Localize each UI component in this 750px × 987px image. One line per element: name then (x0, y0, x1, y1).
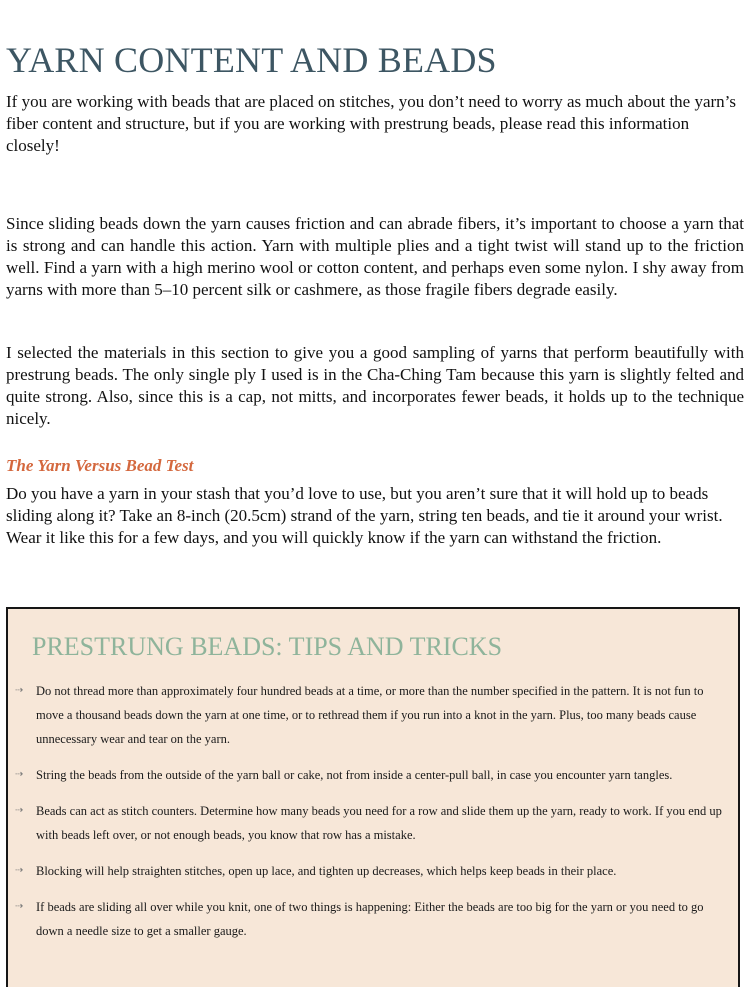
tip-item (12, 859, 732, 883)
tip-item (12, 895, 732, 943)
arrow-bullet-icon: ⇢ (15, 685, 24, 696)
tip-text: Beads can act as stitch counters. Determine how many beads you need for a row and slide them up the yarn, ready to work. If you end up with beads left over, or not enough beads, you know that row has a mistake. (36, 804, 722, 842)
tip-item (12, 763, 732, 787)
arrow-bullet-icon: ⇢ (15, 805, 24, 816)
yarn-bead-test-paragraph: Do you have a yarn in your stash that you’d love to use, but you aren’t sure that it will hold up to beads sliding along it? Take an 8-inch (20.5cm) strand of the yarn, string ten beads, and tie it around your wrist. Wear it like this for a few days, and you will quickly know if the yarn can withstand the friction. (6, 484, 723, 547)
tip-text: String the beads from the outside of the yarn ball or cake, not from inside a center-pull ball, in case you encounter yarn tangles. (36, 768, 673, 782)
materials-paragraph: I selected the materials in this section to give you a good sampling of yarns that perform beautifully with prestrung beads. The only single ply I used is in the Cha-Ching Tam because this yarn is slightly felted and quite strong. Also, since this is a cap, not mitts, and incorporates fewer beads, it holds up to the technique nicely. (6, 343, 744, 428)
tip-item (12, 799, 732, 847)
tip-text: Do not thread more than approximately four hundred beads at a time, or more than the number specified in the pattern. It is not fun to move a thousand beads down the yarn at one time, or to rethread them if you run into a knot in the yarn. Plus, too many beads cause unnecessary wear and tear on the yarn. (36, 684, 704, 746)
arrow-bullet-icon: ⇢ (15, 901, 24, 912)
tip-text: Blocking will help straighten stitches, open up lace, and tighten up decreases, which helps keep beads in their place. (36, 864, 617, 878)
intro-paragraph: If you are working with beads that are placed on stitches, you don’t need to worry as much about the yarn’s fiber content and structure, but if you are working with prestrung beads, please read this information closely! (6, 92, 737, 155)
section-title: YARN CONTENT AND BEADS (6, 40, 497, 80)
arrow-bullet-icon: ⇢ (15, 769, 24, 780)
tip-text: If beads are sliding all over while you knit, one of two things is happening: Either the beads are too big for the yarn or you need to go down a needle size to get a smaller gauge. (36, 900, 704, 938)
friction-paragraph: Since sliding beads down the yarn causes friction and can abrade fibers, it’s important to choose a yarn that is strong and can handle this action. Yarn with multiple plies and a tight twist will stand up to the friction well. Find a yarn with a high merino wool or cotton content, and perhaps even some nylon. I shy away from yarns with more than 5–10 percent silk or cashmere, as those fragile fibers degrade easily. (6, 214, 744, 299)
tip-item (12, 679, 732, 751)
tips-sidebar-box (6, 607, 740, 987)
tips-title: PRESTRUNG BEADS: TIPS AND TRICKS (32, 632, 503, 661)
arrow-bullet-icon: ⇢ (15, 865, 24, 876)
yarn-bead-test-heading: The Yarn Versus Bead Test (6, 456, 194, 475)
